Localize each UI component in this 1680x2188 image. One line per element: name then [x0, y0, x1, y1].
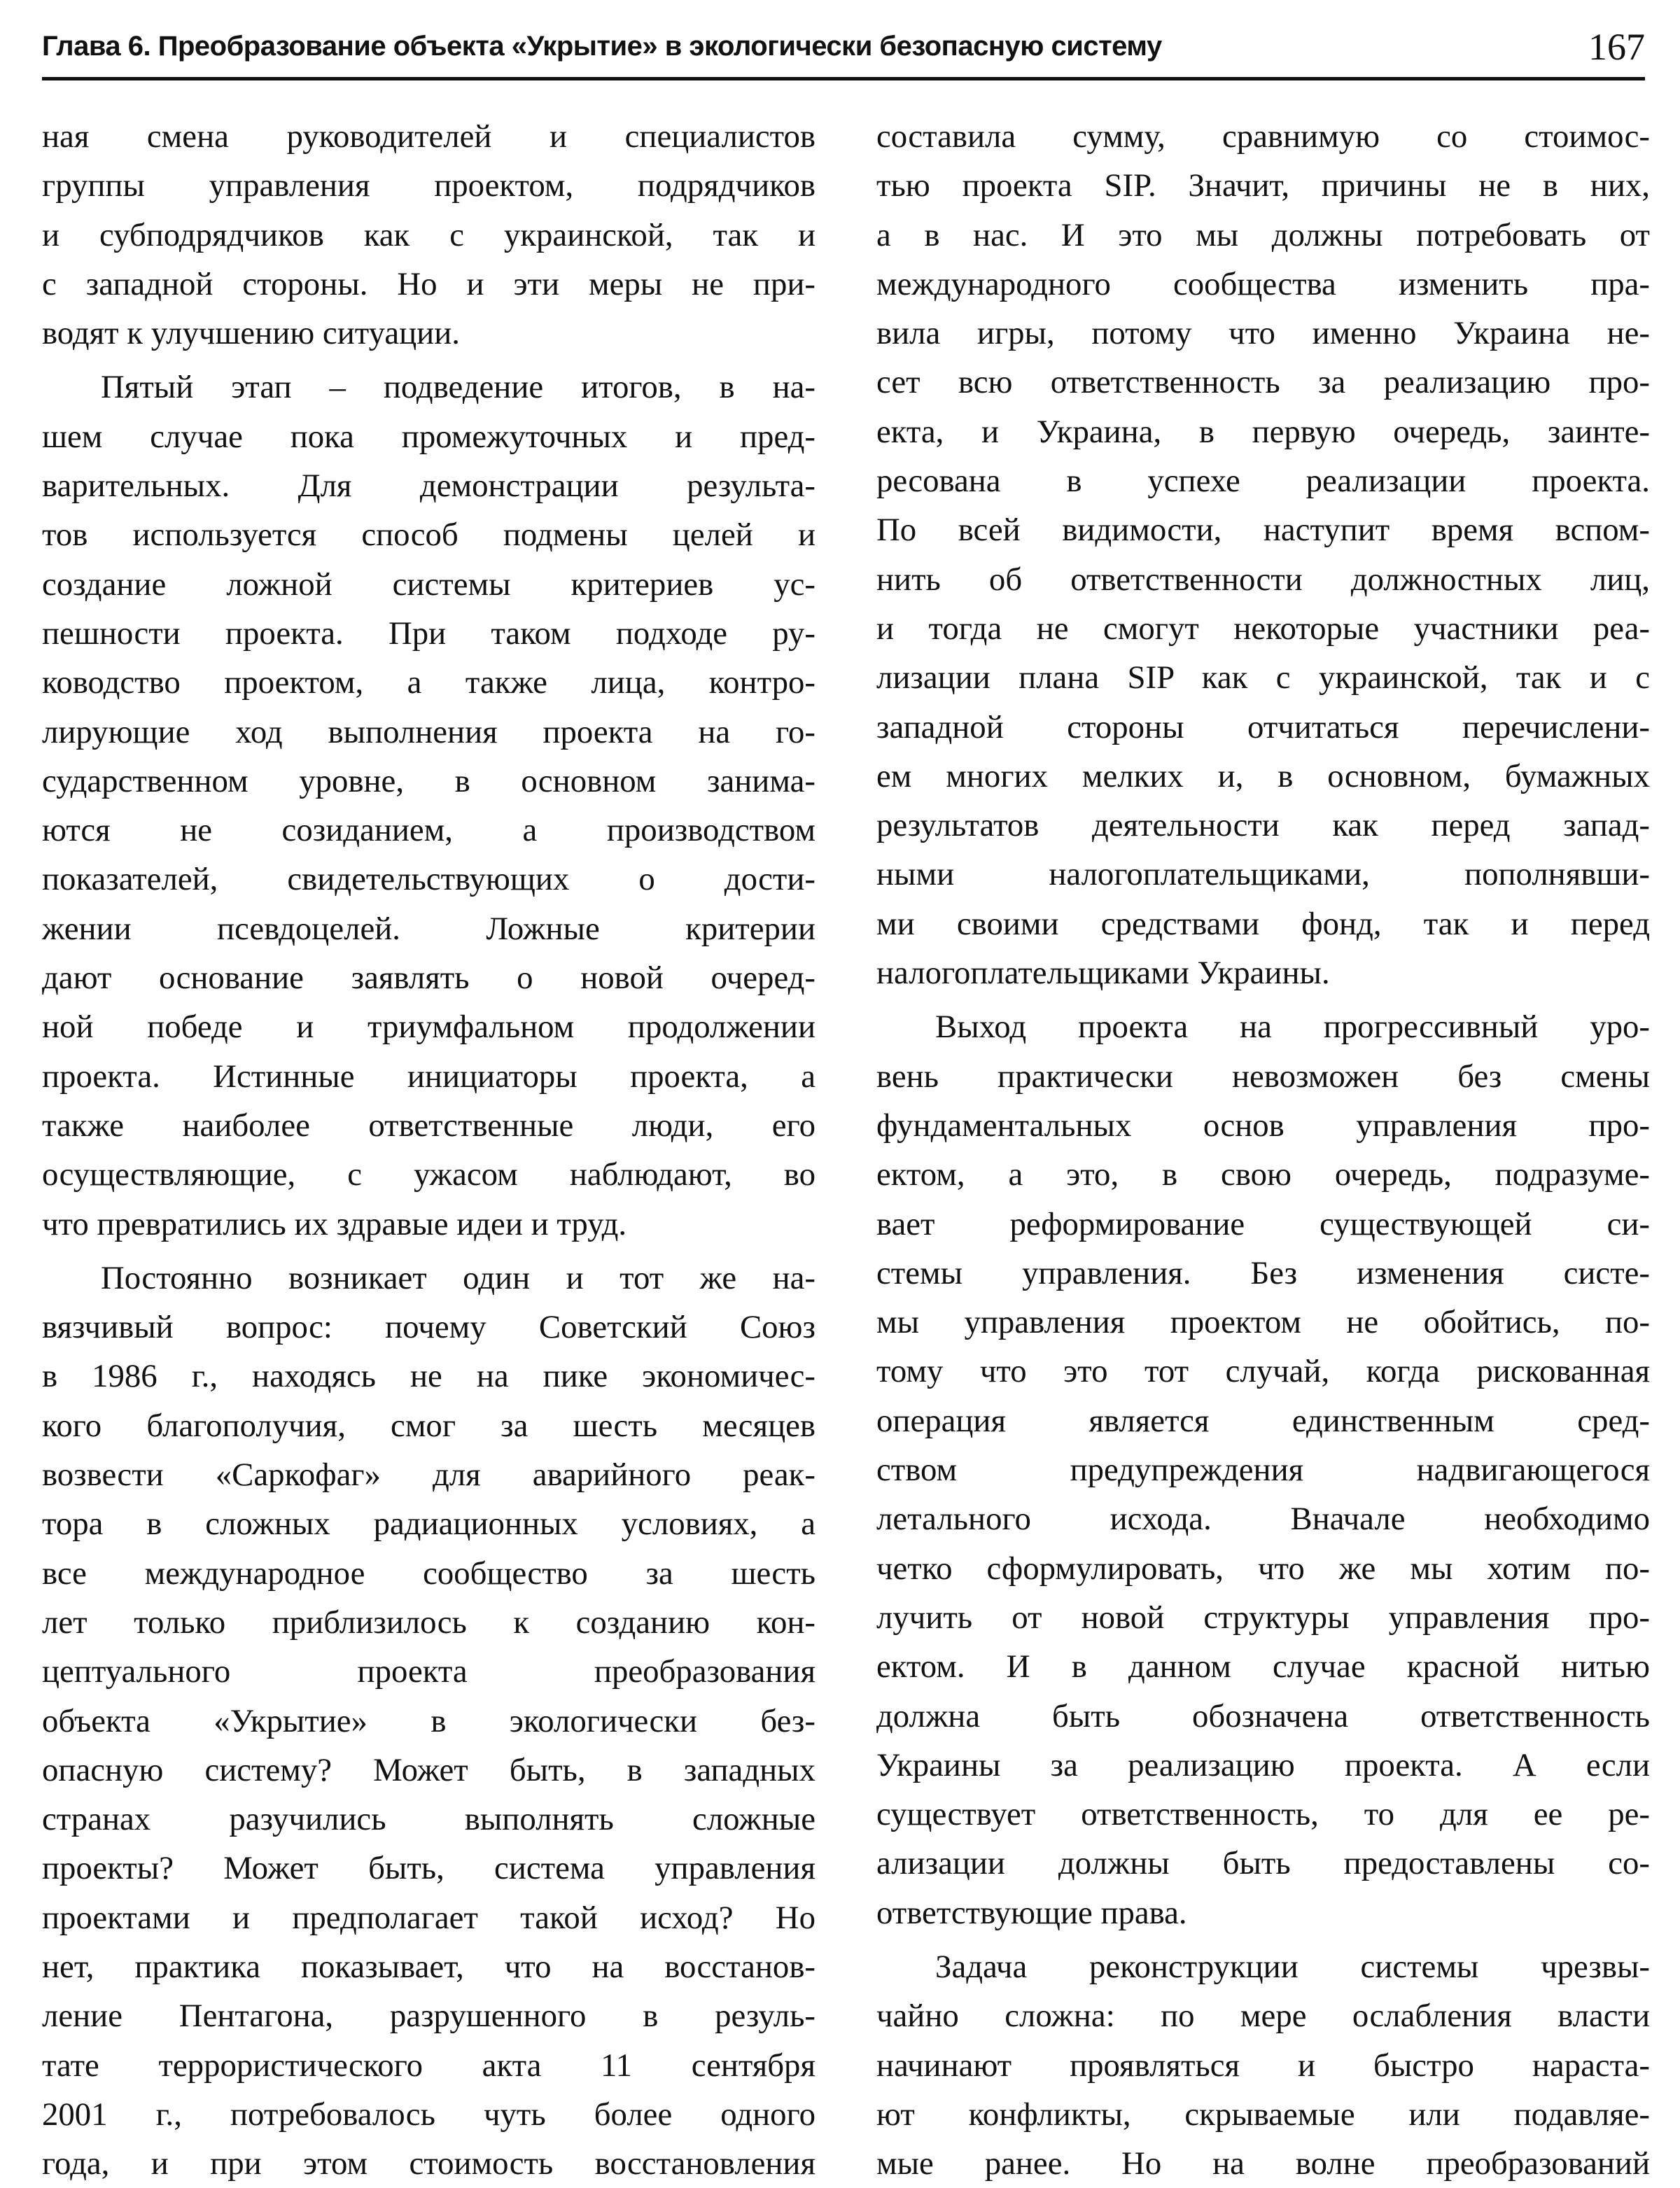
text-line: что превратились их здравые идеи и труд.: [42, 1205, 627, 1242]
text-line: ная смена руководителей и специалистов: [42, 118, 816, 155]
text-line: лет только приблизилось к созданию кон-: [42, 1604, 816, 1641]
text-line: шем случае пока промежуточных и пред-: [42, 418, 816, 455]
text-line: лучить от новой структуры управления про-: [876, 1599, 1650, 1636]
text-line: и тогда не смогут некоторые участники реа-: [876, 610, 1650, 647]
text-line: проекта. Истинные инициаторы проекта, а: [42, 1058, 816, 1095]
text-line: в 1986 г., находясь не на пике экономичес-: [42, 1358, 816, 1395]
text-line: ются не созиданием, а производством: [42, 812, 816, 849]
text-line: По всей видимости, наступит время вспом-: [876, 512, 1650, 549]
text-line: варительных. Для демонстрации результа-: [42, 468, 816, 505]
text-line: показателей, свидетельствующих о дости-: [42, 861, 816, 898]
page-number: 167: [1588, 26, 1645, 68]
text-line: фундаментальных основ управления про-: [876, 1107, 1650, 1144]
text-line: лирующие ход выполнения проекта на го-: [42, 713, 816, 750]
text-line: вает реформирование существующей си-: [876, 1205, 1650, 1242]
paragraph: [876, 112, 1650, 997]
text-line: ем многих мелких и, в основном, бумажных: [876, 757, 1650, 794]
text-line: стемы управления. Без изменения систе-: [876, 1254, 1650, 1291]
text-line: четко сформулировать, что же мы хотим по-: [876, 1550, 1650, 1587]
text-line: сударственном уровне, в основном занима-: [42, 762, 816, 799]
text-line: водят к улучшению ситуации.: [42, 315, 460, 352]
text-line: Украины за реализацию проекта. А если: [876, 1746, 1650, 1783]
text-line: дают основание заявлять о новой очеред-: [42, 960, 816, 997]
text-line: ресована в успехе реализации проекта.: [876, 463, 1650, 500]
paragraph: [42, 1254, 816, 2188]
text-line: операция является единственным сред-: [876, 1402, 1650, 1439]
text-line: налогоплательщиками Украины.: [876, 955, 1330, 992]
left-column: [42, 112, 816, 2188]
text-line: мые ранее. Но на волне преобразований: [876, 2145, 1650, 2182]
right-column: [876, 112, 1650, 2188]
text-line: вязчивый вопрос: почему Советский Союз: [42, 1309, 816, 1346]
text-line: международного сообщества изменить пра-: [876, 265, 1650, 302]
text-line: вила игры, потому что именно Украина не-: [876, 315, 1650, 352]
text-line: ководство проектом, а также лица, контро-: [42, 664, 816, 701]
text-line: ными налогоплательщиками, пополнявши-: [876, 856, 1650, 893]
text-line: тью проекта SIP. Значит, причины не в них,: [876, 167, 1650, 204]
text-line: года, и при этом стоимость восстановления: [42, 2145, 816, 2182]
text-line: нет, практика показывает, что на восстанов-: [42, 1948, 816, 1985]
text-line: сет всю ответственность за реализацию про-: [876, 364, 1650, 401]
text-line: ной победе и триумфальном продолжении: [42, 1009, 816, 1046]
text-line: тора в сложных радиационных условиях, а: [42, 1506, 816, 1543]
text-line: опасную систему? Может быть, в западных: [42, 1751, 816, 1788]
text-line: Выход проекта на прогрессивный уро-: [935, 1009, 1650, 1046]
paragraph: [42, 112, 816, 358]
text-line: все международное сообщество за шесть: [42, 1555, 816, 1592]
text-line: ством предупреждения надвигающегося: [876, 1452, 1650, 1489]
text-line: западной стороны отчитаться перечислени-: [876, 708, 1650, 745]
text-line: ектом, а это, в свою очередь, подразуме-: [876, 1156, 1650, 1193]
text-line: с западной стороны. Но и эти меры не при-: [42, 265, 816, 302]
text-line: Пятый этап – подведение итогов, в на-: [101, 369, 816, 406]
text-line: мы управления проектом не обойтись, по-: [876, 1304, 1650, 1341]
text-line: начинают проявляться и быстро нараста-: [876, 2047, 1650, 2084]
text-line: Задача реконструкции системы чрезвы-: [935, 1948, 1650, 1985]
text-line: существует ответственность, то для ее ре-: [876, 1796, 1650, 1833]
text-line: странах разучились выполнять сложные: [42, 1801, 816, 1838]
text-line: екта, и Украина, в первую очередь, заинте-: [876, 413, 1650, 450]
text-line: ление Пентагона, разрушенного в резуль-: [42, 1998, 816, 2035]
text-line: ектом. И в данном случае красной нитью: [876, 1648, 1650, 1685]
text-line: результатов деятельности как перед запад-: [876, 807, 1650, 844]
text-line: должна быть обозначена ответственность: [876, 1697, 1650, 1734]
text-line: вень практически невозможен без смены: [876, 1058, 1650, 1095]
text-line: группы управления проектом, подрядчиков: [42, 167, 816, 204]
paragraph: [876, 1942, 1650, 2188]
text-line: ответствующие права.: [876, 1894, 1187, 1931]
text-line: тому что это тот случай, когда рискованная: [876, 1353, 1650, 1390]
text-line: проектами и предполагает такой исход? Но: [42, 1899, 816, 1936]
text-line: создание ложной системы критериев ус-: [42, 566, 816, 603]
text-line: нить об ответственности должностных лиц,: [876, 561, 1650, 598]
text-line: тов используется способ подмены целей и: [42, 517, 816, 554]
text-line: летального исхода. Вначале необходимо: [876, 1501, 1650, 1538]
text-line: Постоянно возникает один и тот же на-: [101, 1259, 816, 1296]
paragraph-gap: [876, 997, 1650, 1002]
text-line: объекта «Укрытие» в экологически без-: [42, 1702, 816, 1739]
text-line: лизации плана SIP как с украинской, так и с: [876, 659, 1650, 696]
paragraph-gap: [42, 358, 816, 363]
text-line: составила сумму, сравнимую со стоимос-: [876, 118, 1650, 155]
text-line: кого благополучия, смог за шесть месяцев: [42, 1407, 816, 1444]
text-line: цептуального проекта преобразования: [42, 1653, 816, 1690]
text-line: возвести «Саркофаг» для аварийного реак-: [42, 1457, 816, 1494]
paragraph: [876, 1002, 1650, 1937]
text-line: тате террористического акта 11 сентября: [42, 2047, 816, 2084]
text-line: а в нас. И это мы должны потребовать от: [876, 216, 1650, 253]
text-line: проекты? Может быть, система управления: [42, 1850, 816, 1887]
text-line: ализации должны быть предоставлены со-: [876, 1845, 1650, 1882]
text-line: жении псевдоцелей. Ложные критерии: [42, 910, 816, 947]
running-header: [42, 25, 1645, 80]
text-line: осуществляющие, с ужасом наблюдают, во: [42, 1156, 816, 1193]
paragraph: [42, 363, 816, 1248]
text-line: чайно сложна: по мере ослабления власти: [876, 1998, 1650, 2035]
text-line: ют конфликты, скрываемые или подавляе-: [876, 2096, 1650, 2133]
text-line: и субподрядчиков как с украинской, так и: [42, 216, 816, 253]
text-line: 2001 г., потребовалось чуть более одного: [42, 2096, 816, 2133]
paragraph-gap: [42, 1249, 816, 1254]
text-line: также наиболее ответственные люди, его: [42, 1107, 816, 1144]
text-line: ми своими средствами фонд, так и перед: [876, 905, 1650, 942]
paragraph-gap: [876, 1937, 1650, 1942]
chapter-title: Глава 6. Преобразование объекта «Укрытие» в экологически безопасную систему: [42, 31, 1162, 62]
text-line: пешности проекта. При таком подходе ру-: [42, 615, 816, 652]
